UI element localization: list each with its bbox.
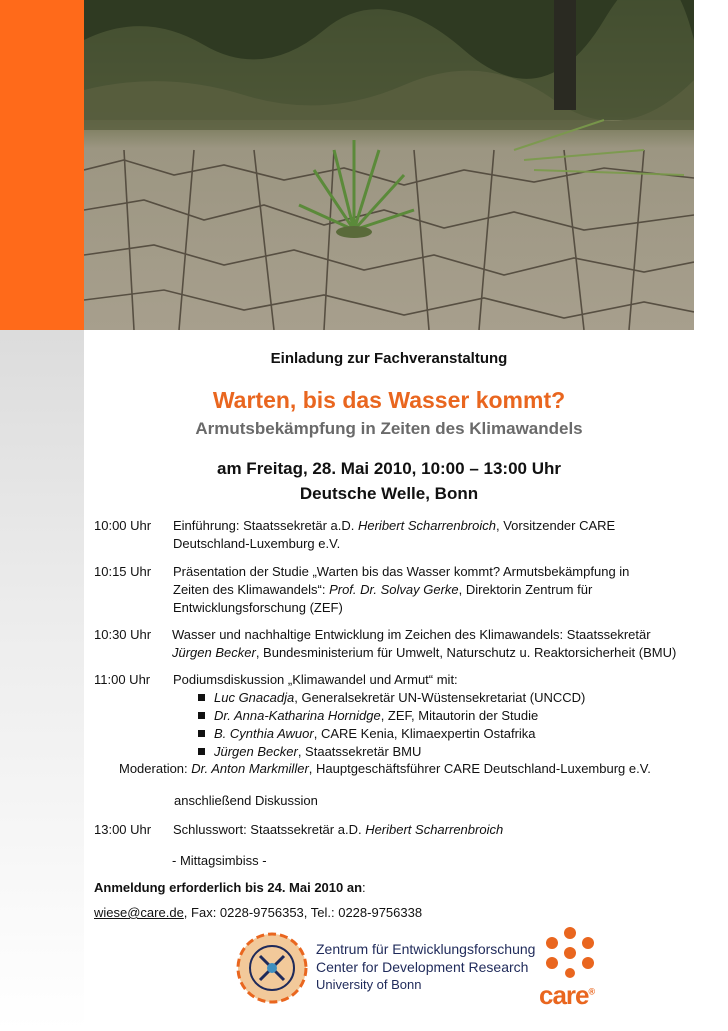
discussion-note: anschließend Diskussion	[174, 793, 318, 808]
header-photo-dry-cracked-soil	[84, 0, 694, 330]
list-item: Dr. Anna-Katharina Hornidge, ZEF, Mitautorin der Studie	[173, 707, 693, 725]
speaker-name: Jürgen Becker	[172, 645, 256, 660]
program-description: Wasser und nachhaltige Entwicklung im Zeichen des Klimawandels: Staatssekretär Jürgen Becker, Bundesministerium für Umwelt, Naturschutz u. Reaktorsicherheit (BMU)	[172, 627, 677, 660]
event-date: am Freitag, 28. Mai 2010, 10:00 – 13:00 Uhr	[217, 459, 561, 478]
program-time: 10:00 Uhr	[94, 518, 152, 533]
program-time: 13:00 Uhr	[94, 822, 152, 837]
event-venue: Deutsche Welle, Bonn	[299, 484, 479, 503]
program-time: 11:00 Uhr	[94, 672, 151, 687]
program-description: Präsentation der Studie „Warten bis das Wasser kommt? Armutsbekämpfung in Zeiten des Klimawandels“: Prof. Dr. Solvay Gerke, Direktorin Zentrum für Entwicklungsforschung (ZEF)	[173, 564, 630, 615]
speaker-name: Heribert Scharrenbroich	[357, 518, 496, 533]
list-item: B. Cynthia Awuor, CARE Kenia, Klimaexpertin Ostafrika	[173, 725, 693, 743]
list-item: Luc Gnacadja, Generalsekretär UN-Wüstensekretariat (UNCCD)	[173, 689, 693, 707]
lunch-note: - Mittagsimbiss -	[172, 853, 267, 868]
zef-logo-text: Zentrum für Entwicklungsforschung Center for Development Research University of Bonn	[316, 941, 536, 992]
invitation-heading: Einladung zur Fachveranstaltung	[270, 350, 508, 367]
registration-contact: wiese@care.de, Fax: 0228-9756353, Tel.: 0228-9756338	[94, 905, 423, 920]
program-time: 10:15 Uhr	[94, 564, 152, 579]
moderation-line: Moderation: Dr. Anton Markmiller, Hauptgeschäftsführer CARE Deutschland-Luxemburg e.V.	[119, 761, 651, 776]
sidebar-accent-orange	[0, 0, 84, 330]
email-link[interactable]: wiese@care.de	[94, 905, 184, 920]
care-logo-word: care®	[539, 980, 595, 1010]
sidebar-accent-grey	[0, 330, 84, 1031]
moderator-name: Dr. Anton Markmiller	[191, 761, 309, 776]
speaker-name: Heribert Scharrenbroich	[365, 822, 504, 837]
program-description: Einführung: Staatssekretär a.D. Heribert Scharrenbroich, Vorsitzender CARE Deutschland-Luxemburg e.V.	[173, 518, 616, 551]
program-time: 10:30 Uhr	[94, 627, 152, 642]
program-description: Schlusswort: Staatssekretär a.D. Heribert Scharrenbroich	[173, 822, 504, 837]
event-title: Warten, bis das Wasser kommt?	[212, 387, 566, 413]
speaker-name: Prof. Dr. Solvay Gerke	[329, 582, 459, 597]
zef-logo-mark	[227, 928, 317, 1008]
list-item: Jürgen Becker, Staatssekretär BMU	[173, 743, 693, 761]
event-subtitle: Armutsbekämpfung in Zeiten des Klimawandels	[195, 419, 583, 438]
panel-speaker-list	[173, 689, 693, 761]
invitation-body	[84, 330, 694, 1031]
registration-heading: Anmeldung erforderlich bis 24. Mai 2010 an:	[94, 880, 366, 895]
program-description: Podiumsdiskussion „Klimawandel und Armut“ mit: Luc Gnacadja, Generalsekretär UN-Wüstensekretariat (UNCCD) Dr. Anna-Katharina Hornidge, ZEF, Mitautorin der Studie B. Cynthia Awuor, CARE Kenia, Klimaexpertin Ostafrika Jürgen Becker, Staatssekretär BMU	[173, 671, 693, 761]
